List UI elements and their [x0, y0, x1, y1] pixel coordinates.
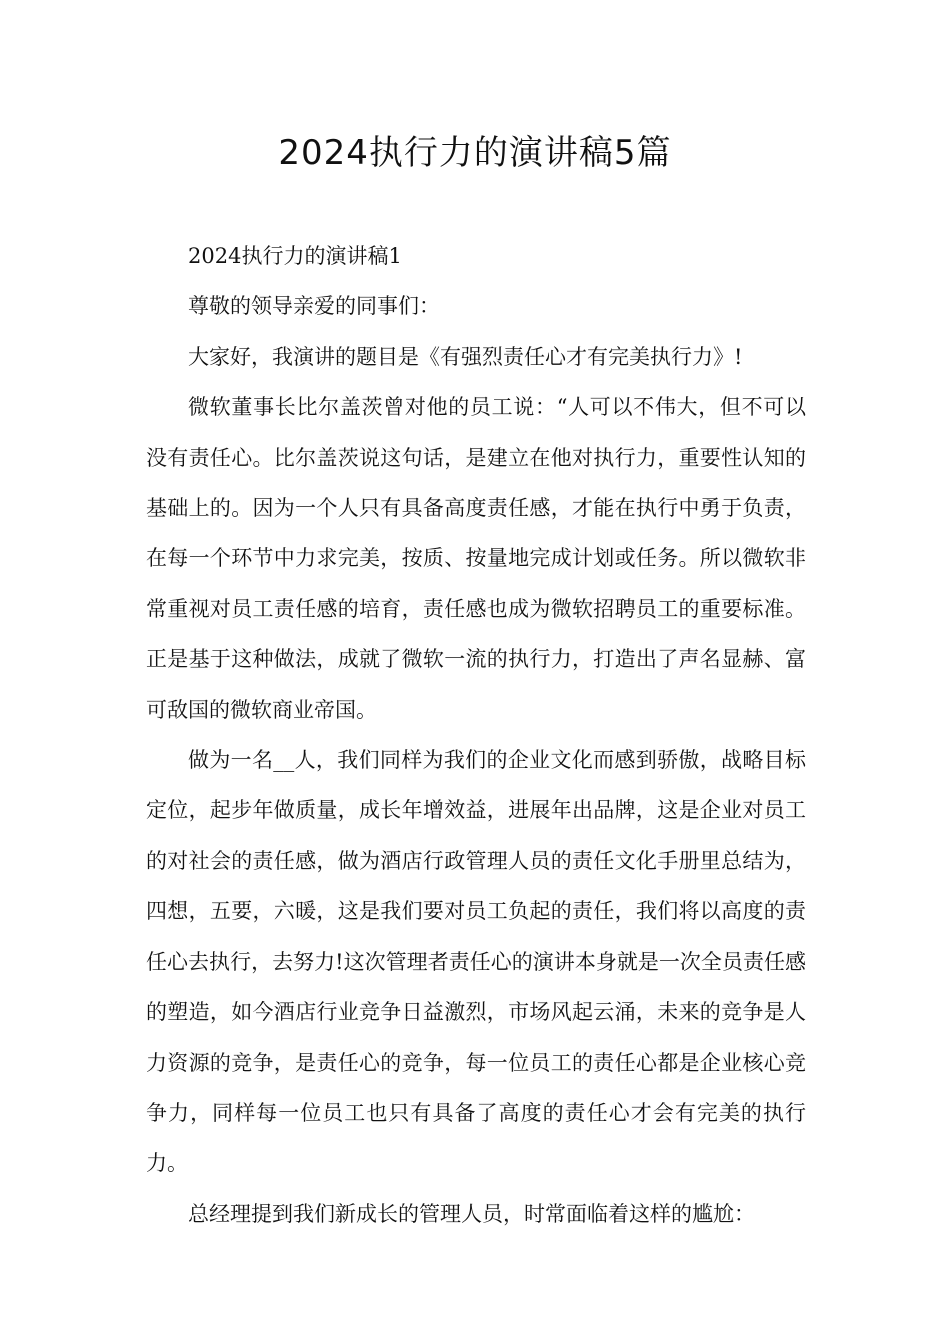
salutation: 尊敬的领导亲爱的同事们：: [188, 294, 440, 319]
section-heading: 2024执行力的演讲稿1: [188, 244, 402, 268]
document-body: [146, 231, 806, 1239]
paragraph: 总经理提到我们新成长的管理人员，时常面临着这样的尴尬：: [188, 1201, 755, 1226]
paragraph: 微软董事长比尔盖茨曾对他的员工说：“人可以不伟大，但不可以没有责任心。比尔盖茨说这句话，是建立在他对执行力，重要性认知的基础上的。因为一个人只有具备高度责任感，才能在执行中勇于负责，在每一个环节中力求完美，按质、按量地完成计划或任务。所以微软非常重视对员工责任感的培育，责任感也成为微软招聘员工的重要标准。正是基于这种做法，成就了微软一流的执行力，打造出了声名显赫、富可敌国的微软商业帝国。: [146, 395, 806, 722]
paragraph: 做为一名__人，我们同样为我们的企业文化而感到骄傲，战略目标定位，起步年做质量，成长年增效益，进展年出品牌，这是企业对员工的对社会的责任感，做为酒店行政管理人员的责任文化手册里总结为，四想，五要，六暖，这是我们要对员工负起的责任，我们将以高度的责任心去执行，去努力!这次管理者责任心的演讲本身就是一次全员责任感的塑造，如今酒店行业竞争日益激烈，市场风起云涌，未来的竞争是人力资源的竞争，是责任心的竞争，每一位员工的责任心都是企业核心竞争力，同样每一位员工也只有具备了高度的责任心才会有完美的执行力。: [146, 748, 806, 1176]
document-title: 2024执行力的演讲稿5篇: [278, 133, 672, 173]
paragraph: 大家好，我演讲的题目是《有强烈责任心才有完美执行力》!: [188, 344, 743, 369]
